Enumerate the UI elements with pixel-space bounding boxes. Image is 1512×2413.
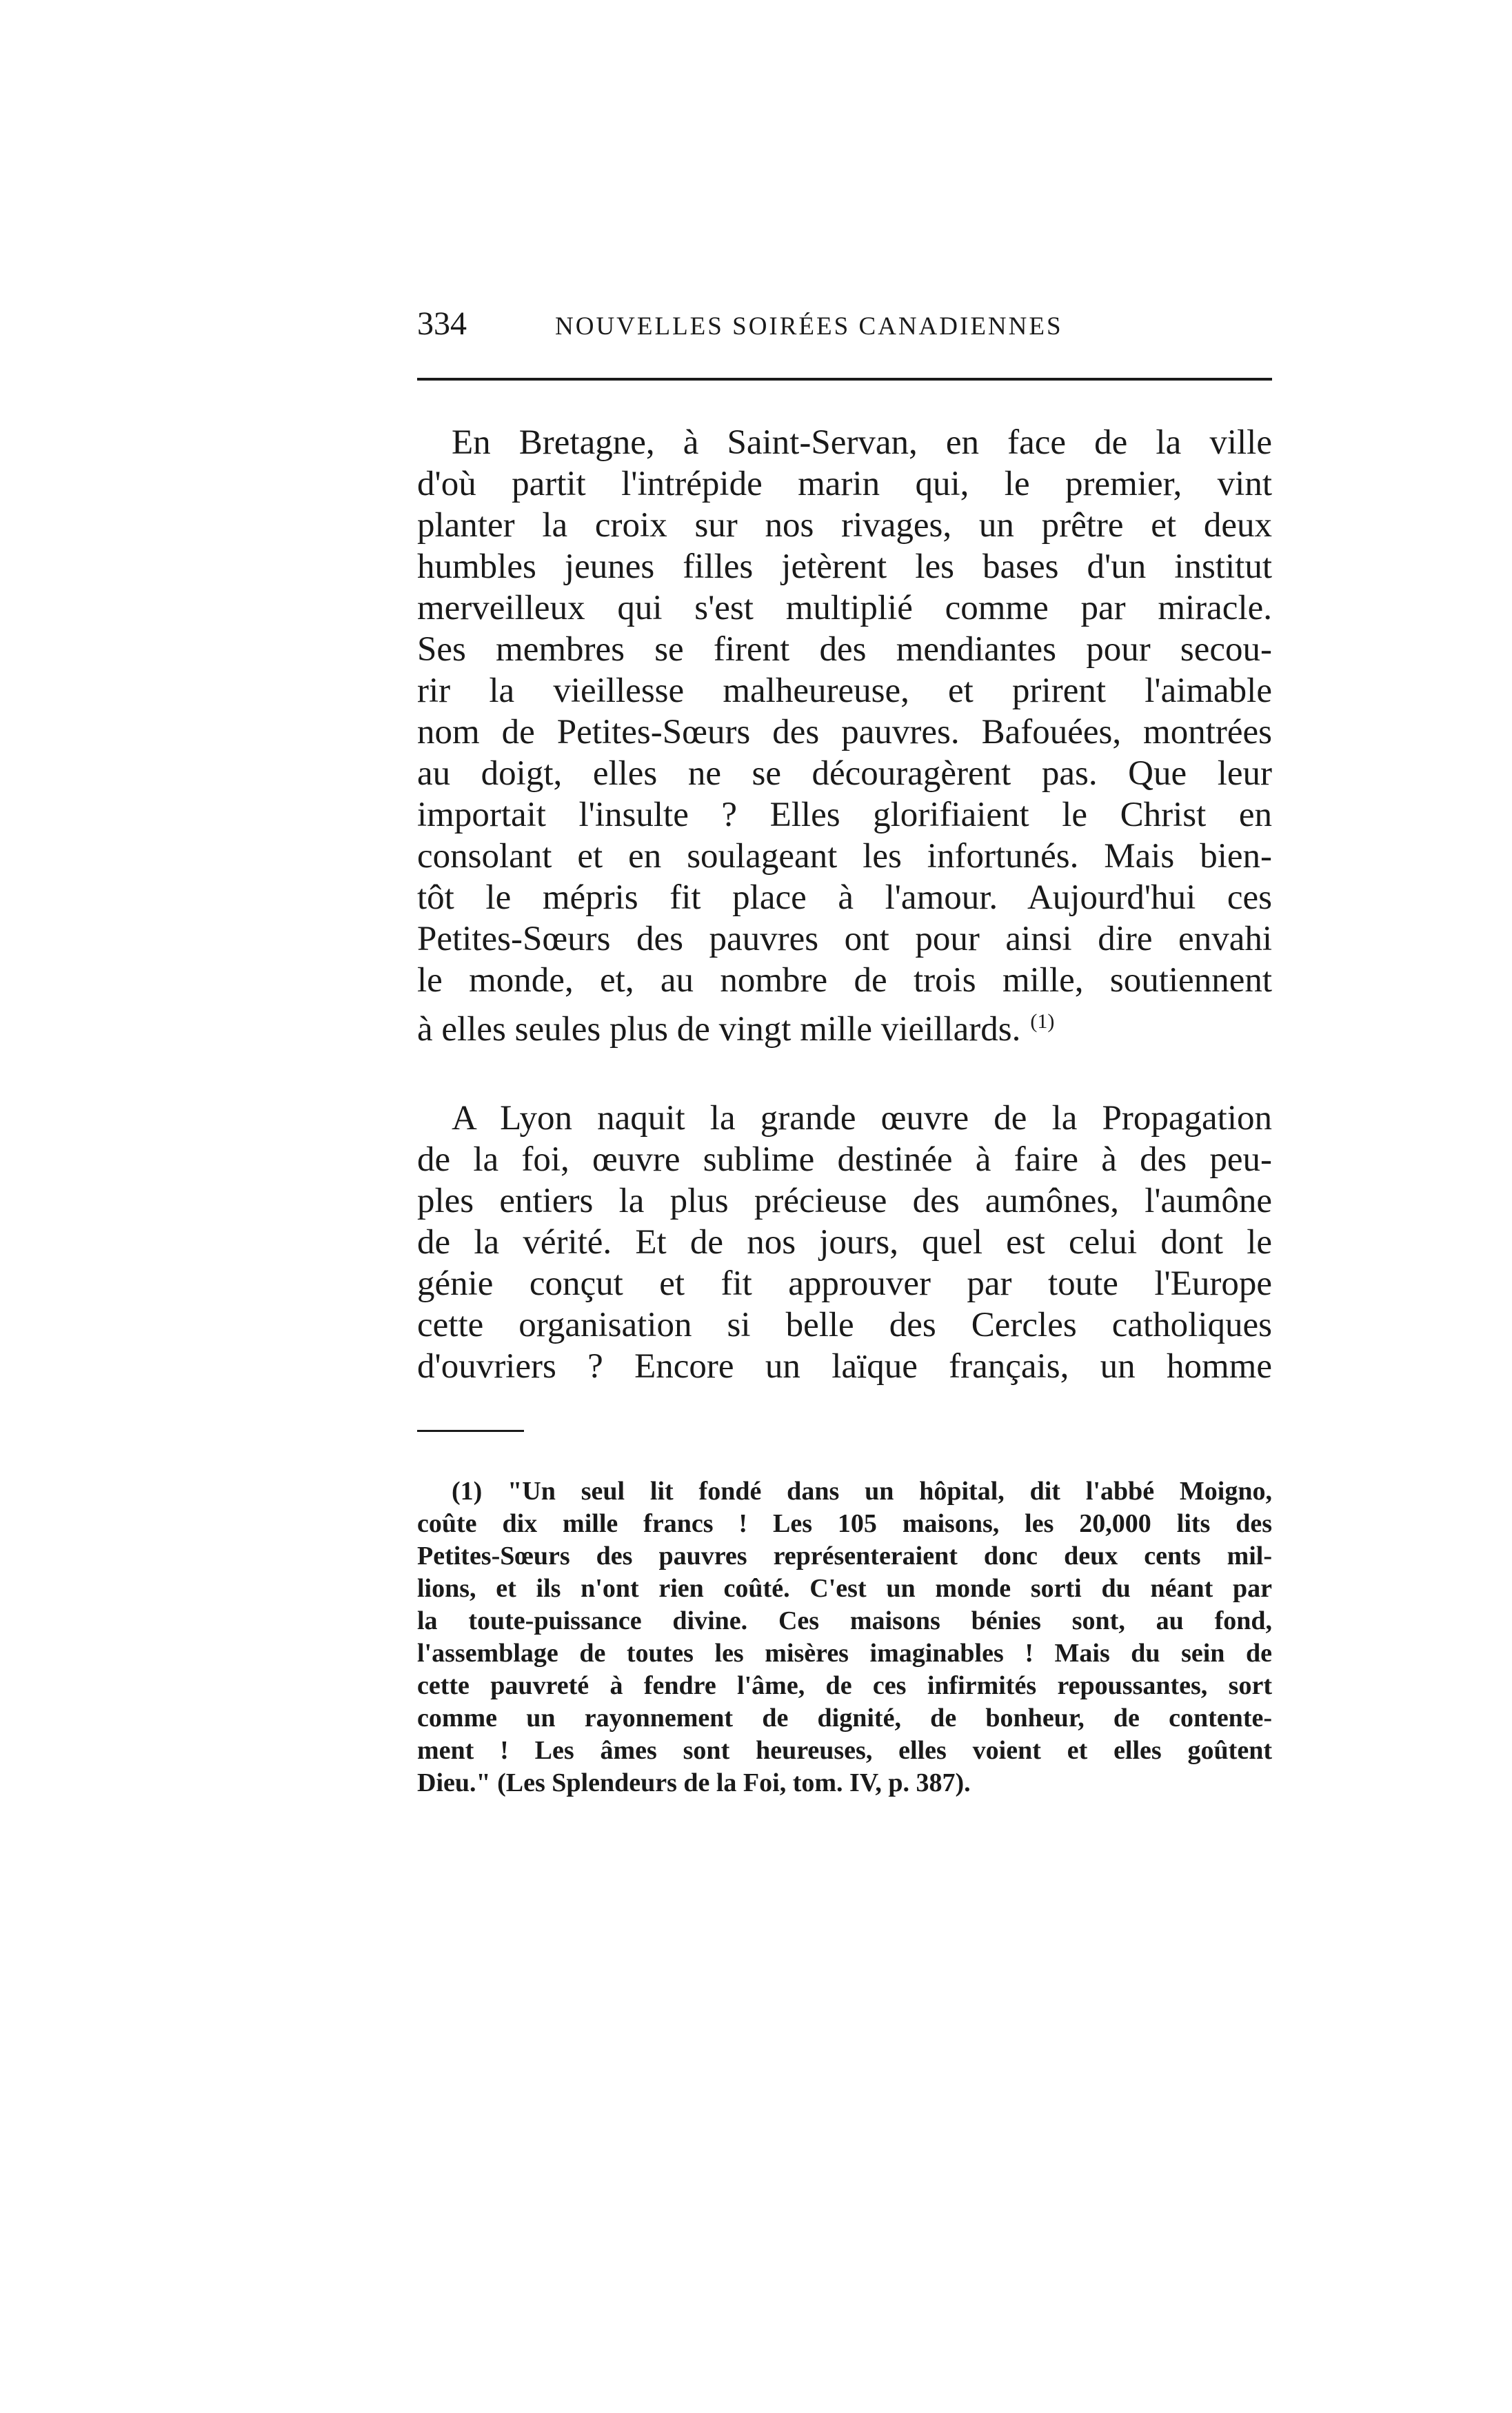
text-line: humbles jeunes filles jetèrent les bases d'un institut bbox=[417, 547, 1272, 586]
text-line: A Lyon naquit la grande œuvre de la Propagation bbox=[452, 1099, 1272, 1138]
text-line: le monde, et, au nombre de trois mille, soutiennent bbox=[417, 961, 1272, 1000]
text-line: de la foi, œuvre sublime destinée à faire à des peu- bbox=[417, 1140, 1272, 1179]
footnote-line: ment ! Les âmes sont heureuses, elles voient et elles goûtent bbox=[417, 1736, 1272, 1765]
footnote-line: (1) "Un seul lit fondé dans un hôpital, dit l'abbé Moigno, bbox=[452, 1477, 1272, 1506]
paragraph-1 bbox=[417, 422, 1272, 1050]
text-line: planter la croix sur nos rivages, un prêtre et deux bbox=[417, 506, 1272, 545]
footnote bbox=[417, 1475, 1272, 1799]
text-line: d'ouvriers ? Encore un laïque français, un homme bbox=[417, 1347, 1272, 1386]
footnote-line: la toute-puissance divine. Ces maisons bénies sont, au fond, bbox=[417, 1606, 1272, 1635]
text-line: au doigt, elles ne se découragèrent pas. Que leur bbox=[417, 754, 1272, 793]
text-line: importait l'insulte ? Elles glorifiaient le Christ en bbox=[417, 796, 1272, 834]
footnote-line: coûte dix mille francs ! Les 105 maisons, les 20,000 lits des bbox=[417, 1509, 1272, 1538]
text-line: cette organisation si belle des Cercles catholiques bbox=[417, 1306, 1272, 1344]
page-number: 334 bbox=[417, 305, 467, 342]
paragraph-2 bbox=[417, 1098, 1272, 1387]
text-line: tôt le mépris fit place à l'amour. Aujourd'hui ces bbox=[417, 878, 1272, 917]
text-line: consolant et en soulageant les infortunés. Mais bien- bbox=[417, 837, 1272, 876]
text-line: rir la vieillesse malheureuse, et prirent l'aimable bbox=[417, 672, 1272, 710]
footnote-line: Petites-Sœurs des pauvres représenteraient donc deux cents mil- bbox=[417, 1542, 1272, 1571]
text-line: de la vérité. Et de nos jours, quel est celui dont le bbox=[417, 1223, 1272, 1262]
footnote-line: cette pauvreté à fendre l'âme, de ces infirmités repoussantes, sort bbox=[417, 1671, 1272, 1700]
text-line: merveilleux qui s'est multiplié comme par miracle. bbox=[417, 589, 1272, 627]
footnote-line: lions, et ils n'ont rien coûté. C'est un monde sorti du néant par bbox=[417, 1574, 1272, 1603]
text-line bbox=[417, 1001, 1272, 1050]
text-line: ples entiers la plus précieuse des aumônes, l'aumône bbox=[417, 1182, 1272, 1220]
footnote-line: comme un rayonnement de dignité, de bonheur, de contente- bbox=[417, 1704, 1272, 1733]
running-title: NOUVELLES SOIRÉES CANADIENNES bbox=[555, 312, 1063, 341]
running-head bbox=[417, 303, 1272, 345]
text-line: Petites-Sœurs des pauvres ont pour ainsi dire envahi bbox=[417, 920, 1272, 958]
header-rule bbox=[417, 378, 1272, 381]
text-line: Ses membres se firent des mendiantes pour secou- bbox=[417, 630, 1272, 669]
footnote-rule bbox=[417, 1430, 524, 1432]
text-line: d'où partit l'intrépide marin qui, le premier, vint bbox=[417, 465, 1272, 503]
text-line: nom de Petites-Sœurs des pauvres. Bafouées, montrées bbox=[417, 713, 1272, 751]
footnote-line: l'assemblage de toutes les misères imaginables ! Mais du sein de bbox=[417, 1639, 1272, 1668]
text-line: En Bretagne, à Saint-Servan, en face de la ville bbox=[452, 423, 1272, 462]
text-line: génie conçut et fit approuver par toute l'Europe bbox=[417, 1264, 1272, 1303]
text-line-content: à elles seules plus de vingt mille vieillards. bbox=[417, 1010, 1021, 1049]
footnote-marker: (1) bbox=[1030, 1010, 1055, 1033]
footnote-line: Dieu." (Les Splendeurs de la Foi, tom. IV, p. 387). bbox=[417, 1768, 971, 1797]
